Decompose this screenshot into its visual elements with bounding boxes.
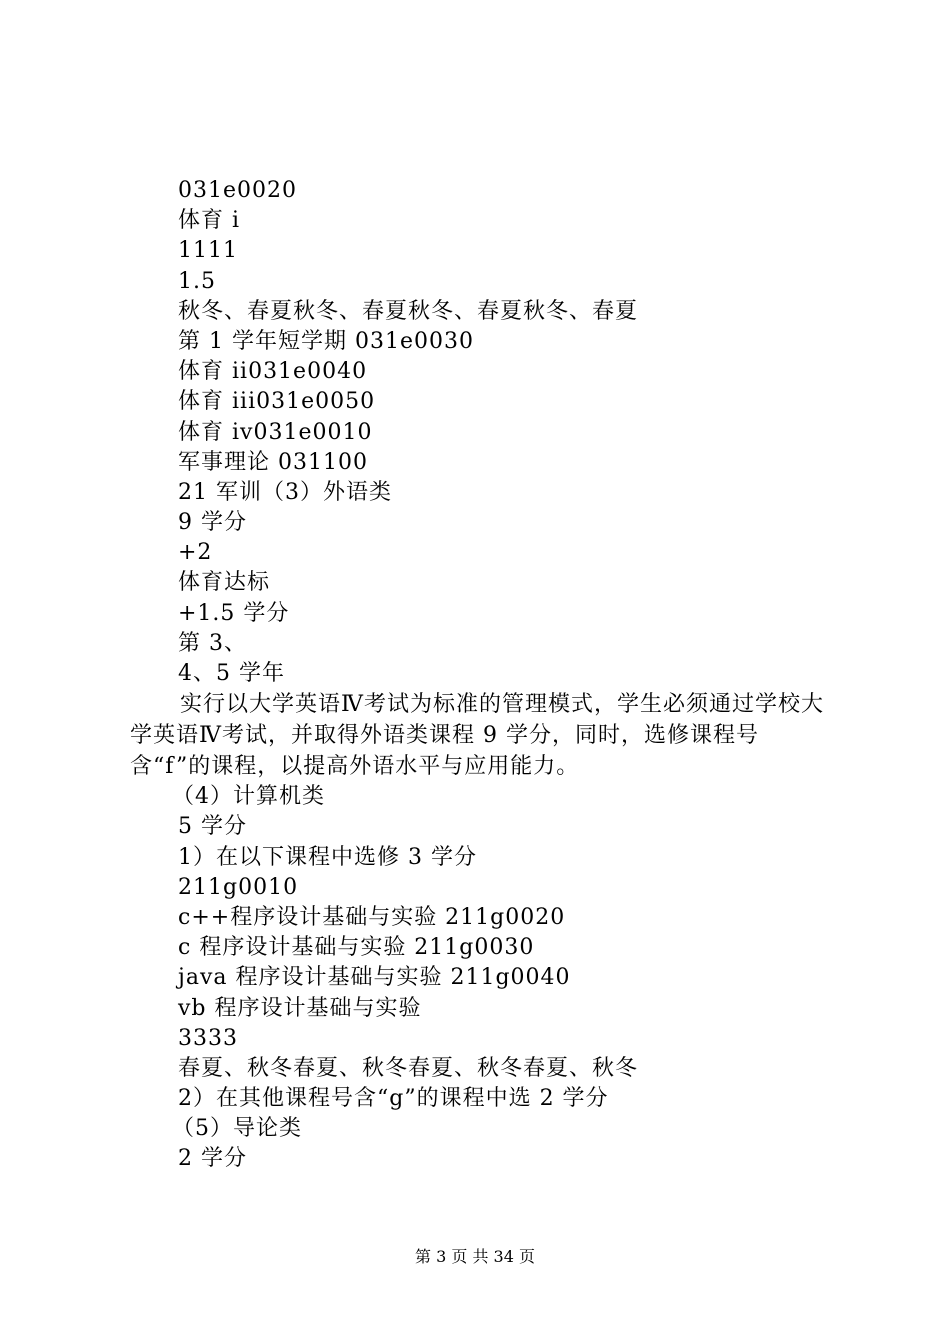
text-line: c 程序设计基础与实验 211g0030: [178, 935, 535, 961]
text-line: 21 军训（3）外语类: [178, 479, 392, 505]
text-line: 9 学分: [178, 510, 247, 536]
text-line: 4、5 学年: [178, 661, 285, 686]
text-line: 3333: [178, 1025, 238, 1051]
text-line: vb 程序设计基础与实验: [178, 995, 422, 1021]
text-line: 体育 iii031e0050: [178, 389, 376, 415]
text-line: +1.5 学分: [178, 600, 290, 626]
text-line: 2 学分: [178, 1146, 247, 1172]
section-heading: （4）计算机类: [172, 784, 325, 810]
text-line: 2）在其他课程号含“g”的课程中选 2 学分: [178, 1086, 609, 1112]
text-line: 211g0010: [178, 874, 299, 900]
text-line: java 程序设计基础与实验 211g0040: [178, 965, 571, 991]
body-paragraph: 实行以大学英语Ⅳ考试为标准的管理模式，学生必须通过学校大学英语Ⅳ考试，并取得外语类课程 9 学分，同时，选修课程号含“f”的课程，以提高外语水平与应用能力。: [130, 692, 824, 780]
text-line: 1.5: [178, 268, 216, 294]
text-line: 031e0020: [178, 178, 297, 203]
text-line: c++程序设计基础与实验 211g0020: [178, 904, 566, 930]
text-line: 第 3、: [178, 630, 247, 656]
text-line: 5 学分: [178, 814, 247, 840]
text-line: 体育 i: [178, 208, 241, 234]
document-body: [0, 176, 950, 1175]
text-line: 体育 iv031e0010: [178, 419, 373, 445]
text-line: 军事理论 031100: [178, 449, 368, 475]
text-line: +2: [178, 540, 213, 566]
text-line: 1）在以下课程中选修 3 学分: [178, 844, 477, 870]
text-line: 第 1 学年短学期 031e0030: [178, 328, 474, 354]
text-line: 体育达标: [178, 570, 271, 596]
text-line: 体育 ii031e0040: [178, 359, 368, 385]
section-heading: （5）导论类: [172, 1116, 302, 1142]
text-line: 秋冬、春夏秋冬、春夏秋冬、春夏秋冬、春夏: [178, 298, 639, 324]
text-line: 1111: [178, 238, 238, 264]
text-line: 春夏、秋冬春夏、秋冬春夏、秋冬春夏、秋冬: [178, 1055, 639, 1081]
page-footer: 第 3 页 共 34 页: [415, 1247, 535, 1266]
